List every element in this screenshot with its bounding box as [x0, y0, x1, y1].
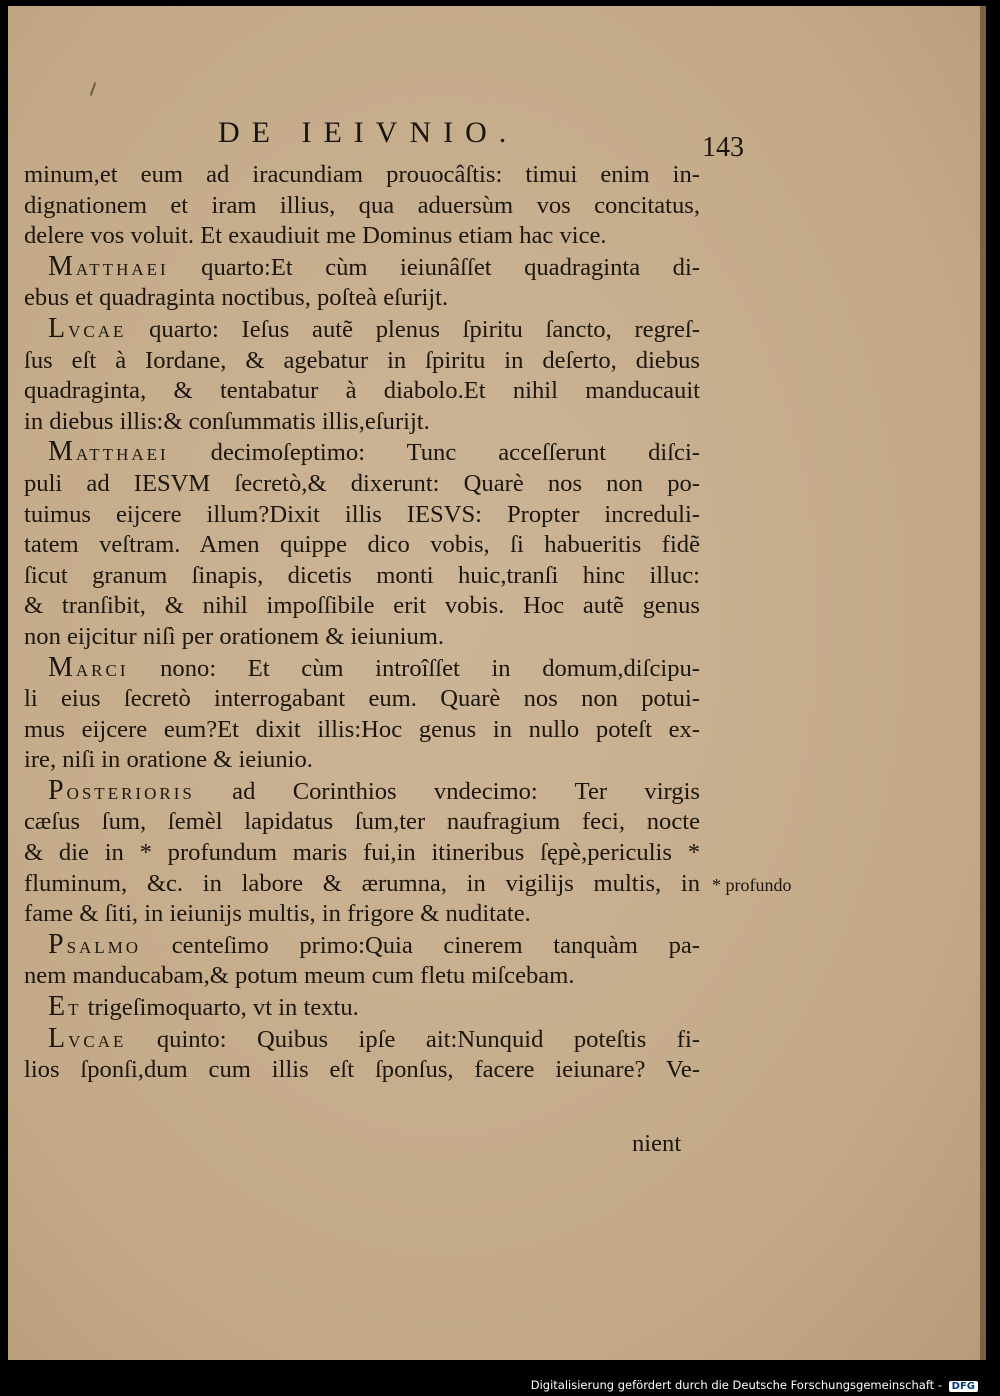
text-line — [24, 930, 700, 962]
paragraph — [24, 653, 700, 776]
page-number: 143 — [702, 132, 744, 163]
section-lead-initial: E — [48, 991, 69, 1023]
section-lead — [48, 436, 169, 468]
text-line — [24, 776, 700, 808]
section-lead — [48, 928, 142, 960]
text-line — [24, 437, 700, 469]
section-lead-initial: L — [48, 1022, 69, 1054]
text-run: trigeſimoquarto, vt in textu. — [81, 994, 359, 1022]
section-lead-initial: P — [48, 774, 67, 806]
text-run: quinto: Quibus ipſe ait:Nunquid poteſtis fi- — [126, 1025, 700, 1053]
margin-note: * profundo — [712, 875, 792, 895]
section-lead-initial: P — [48, 928, 67, 960]
text-line: ſicut granum ſinapis, dicetis monti huic,tranſi hinc illuc: — [24, 561, 700, 589]
text-run: decimoſeptimo: Tunc acceſſerunt diſci- — [168, 439, 700, 467]
body-text — [24, 160, 700, 1086]
text-line: & tranſibit, & nihil impoſſibile erit vobis. Hoc autẽ genus — [24, 592, 700, 620]
paragraph — [24, 1024, 700, 1086]
text-run: ad Corinthios vndecimo: Ter virgis — [194, 777, 700, 805]
text-line: & die in * profundum maris fui,in itineribus ſępè,periculis * — [24, 839, 700, 867]
section-lead-rest: atthaei — [75, 439, 169, 467]
text-line — [24, 992, 700, 1024]
text-line: minum,et eum ad iracundiam prouocâſtis: timui enim in- — [24, 161, 700, 188]
section-lead-rest: atthaei — [75, 253, 169, 281]
catchword: nient — [632, 1130, 682, 1157]
running-head: DE IEIVNIO. — [218, 116, 519, 149]
text-line: tuimus eijcere illum?Dixit illis IESVS: Propter increduli- — [24, 500, 700, 528]
text-line: li eius ſecretò interrogabant eum. Quarè nos non potui- — [24, 685, 700, 713]
section-lead-initial: M — [48, 436, 76, 468]
paragraph — [24, 160, 700, 252]
ink-mark — [90, 82, 97, 96]
text-line — [24, 653, 700, 685]
text-run: quarto: Ieſus autẽ plenus ſpiritu ſancto, regreſ- — [126, 315, 700, 343]
text-run: centeſimo primo:Quia cinerem tanquàm pa- — [141, 931, 700, 959]
paragraph — [24, 930, 700, 992]
dfg-logo: DFG — [949, 1381, 978, 1392]
section-lead — [48, 250, 169, 282]
text-line: ſus eſt à Iordane, & agebatur in ſpiritu in deſerto, diebus — [24, 346, 700, 374]
paragraph — [24, 314, 700, 437]
section-lead-rest: salmo — [66, 931, 142, 959]
text-line: dignationem et iram illius, qua aduersùm vos concitatus, — [24, 191, 700, 219]
section-lead — [48, 651, 129, 683]
text-run: nono: Et cùm introîſſet in domum,diſcipu- — [128, 654, 700, 682]
section-lead-initial: L — [48, 312, 69, 344]
text-line — [24, 252, 700, 284]
section-lead-rest: osterioris — [66, 777, 195, 805]
text-line: ebus et quadraginta noctibus, poſteà eſurijt. — [24, 284, 449, 312]
text-line — [24, 1024, 700, 1056]
section-lead — [48, 991, 82, 1023]
text-line — [24, 314, 700, 346]
paragraph — [24, 776, 700, 930]
text-line: mus eijcere eum?Et dixit illis:Hoc genus in nullo poteſt ex- — [24, 715, 700, 743]
section-lead — [48, 774, 195, 806]
text-line: quadraginta, & tentabatur à diabolo.Et nihil manducauit — [24, 377, 700, 405]
text-run: quarto:Et cùm ieiunâſſet quadraginta di- — [168, 253, 700, 281]
text-line: fluminum, &c. in labore & ærumna, in vigilijs multis, in — [24, 869, 700, 897]
section-lead — [48, 1022, 127, 1054]
paragraph — [24, 992, 700, 1024]
paragraph — [24, 252, 700, 314]
section-lead — [48, 312, 127, 344]
section-lead-rest: vcae — [68, 315, 127, 343]
text-line: tatem veſtram. Amen quippe dico vobis, ſi habueritis fidẽ — [24, 531, 700, 559]
section-lead-rest: t — [68, 994, 82, 1022]
text-line: lios ſponſi,dum cum illis eſt ſponſus, facere ieiunare? Ve- — [24, 1056, 700, 1084]
section-lead-rest: vcae — [68, 1025, 127, 1053]
section-lead-rest: arci — [75, 654, 129, 682]
section-lead-initial: M — [48, 250, 76, 282]
text-line: in diebus illis:& conſummatis illis,eſurijt. — [24, 407, 430, 435]
paragraph — [24, 437, 700, 652]
text-line: puli ad IESVM ſecretò,& dixerunt: Quarè nos non po- — [24, 469, 700, 497]
text-line: cæſus ſum, ſemèl lapidatus ſum,ter naufragium feci, nocte — [24, 808, 700, 836]
section-lead-initial: M — [48, 651, 76, 683]
footer-text: Digitalisierung gefördert durch die Deutsche Forschungsgemeinschaft - — [530, 1378, 942, 1392]
text-line: fame & ſiti, in ieiunijs multis, in frigore & nuditate. — [24, 900, 531, 928]
text-line: ire, niſi in oratione & ieiunio. — [24, 746, 313, 774]
text-line: delere vos voluit. Et exaudiuit me Dominus etiam hac vice. — [24, 222, 607, 250]
book-page — [8, 6, 986, 1360]
text-line: nem manducabam,& potum meum cum fletu miſcebam. — [24, 962, 575, 990]
digitization-footer — [531, 1378, 978, 1392]
text-line: non eijcitur niſì per orationem & ieiunium. — [24, 622, 445, 650]
